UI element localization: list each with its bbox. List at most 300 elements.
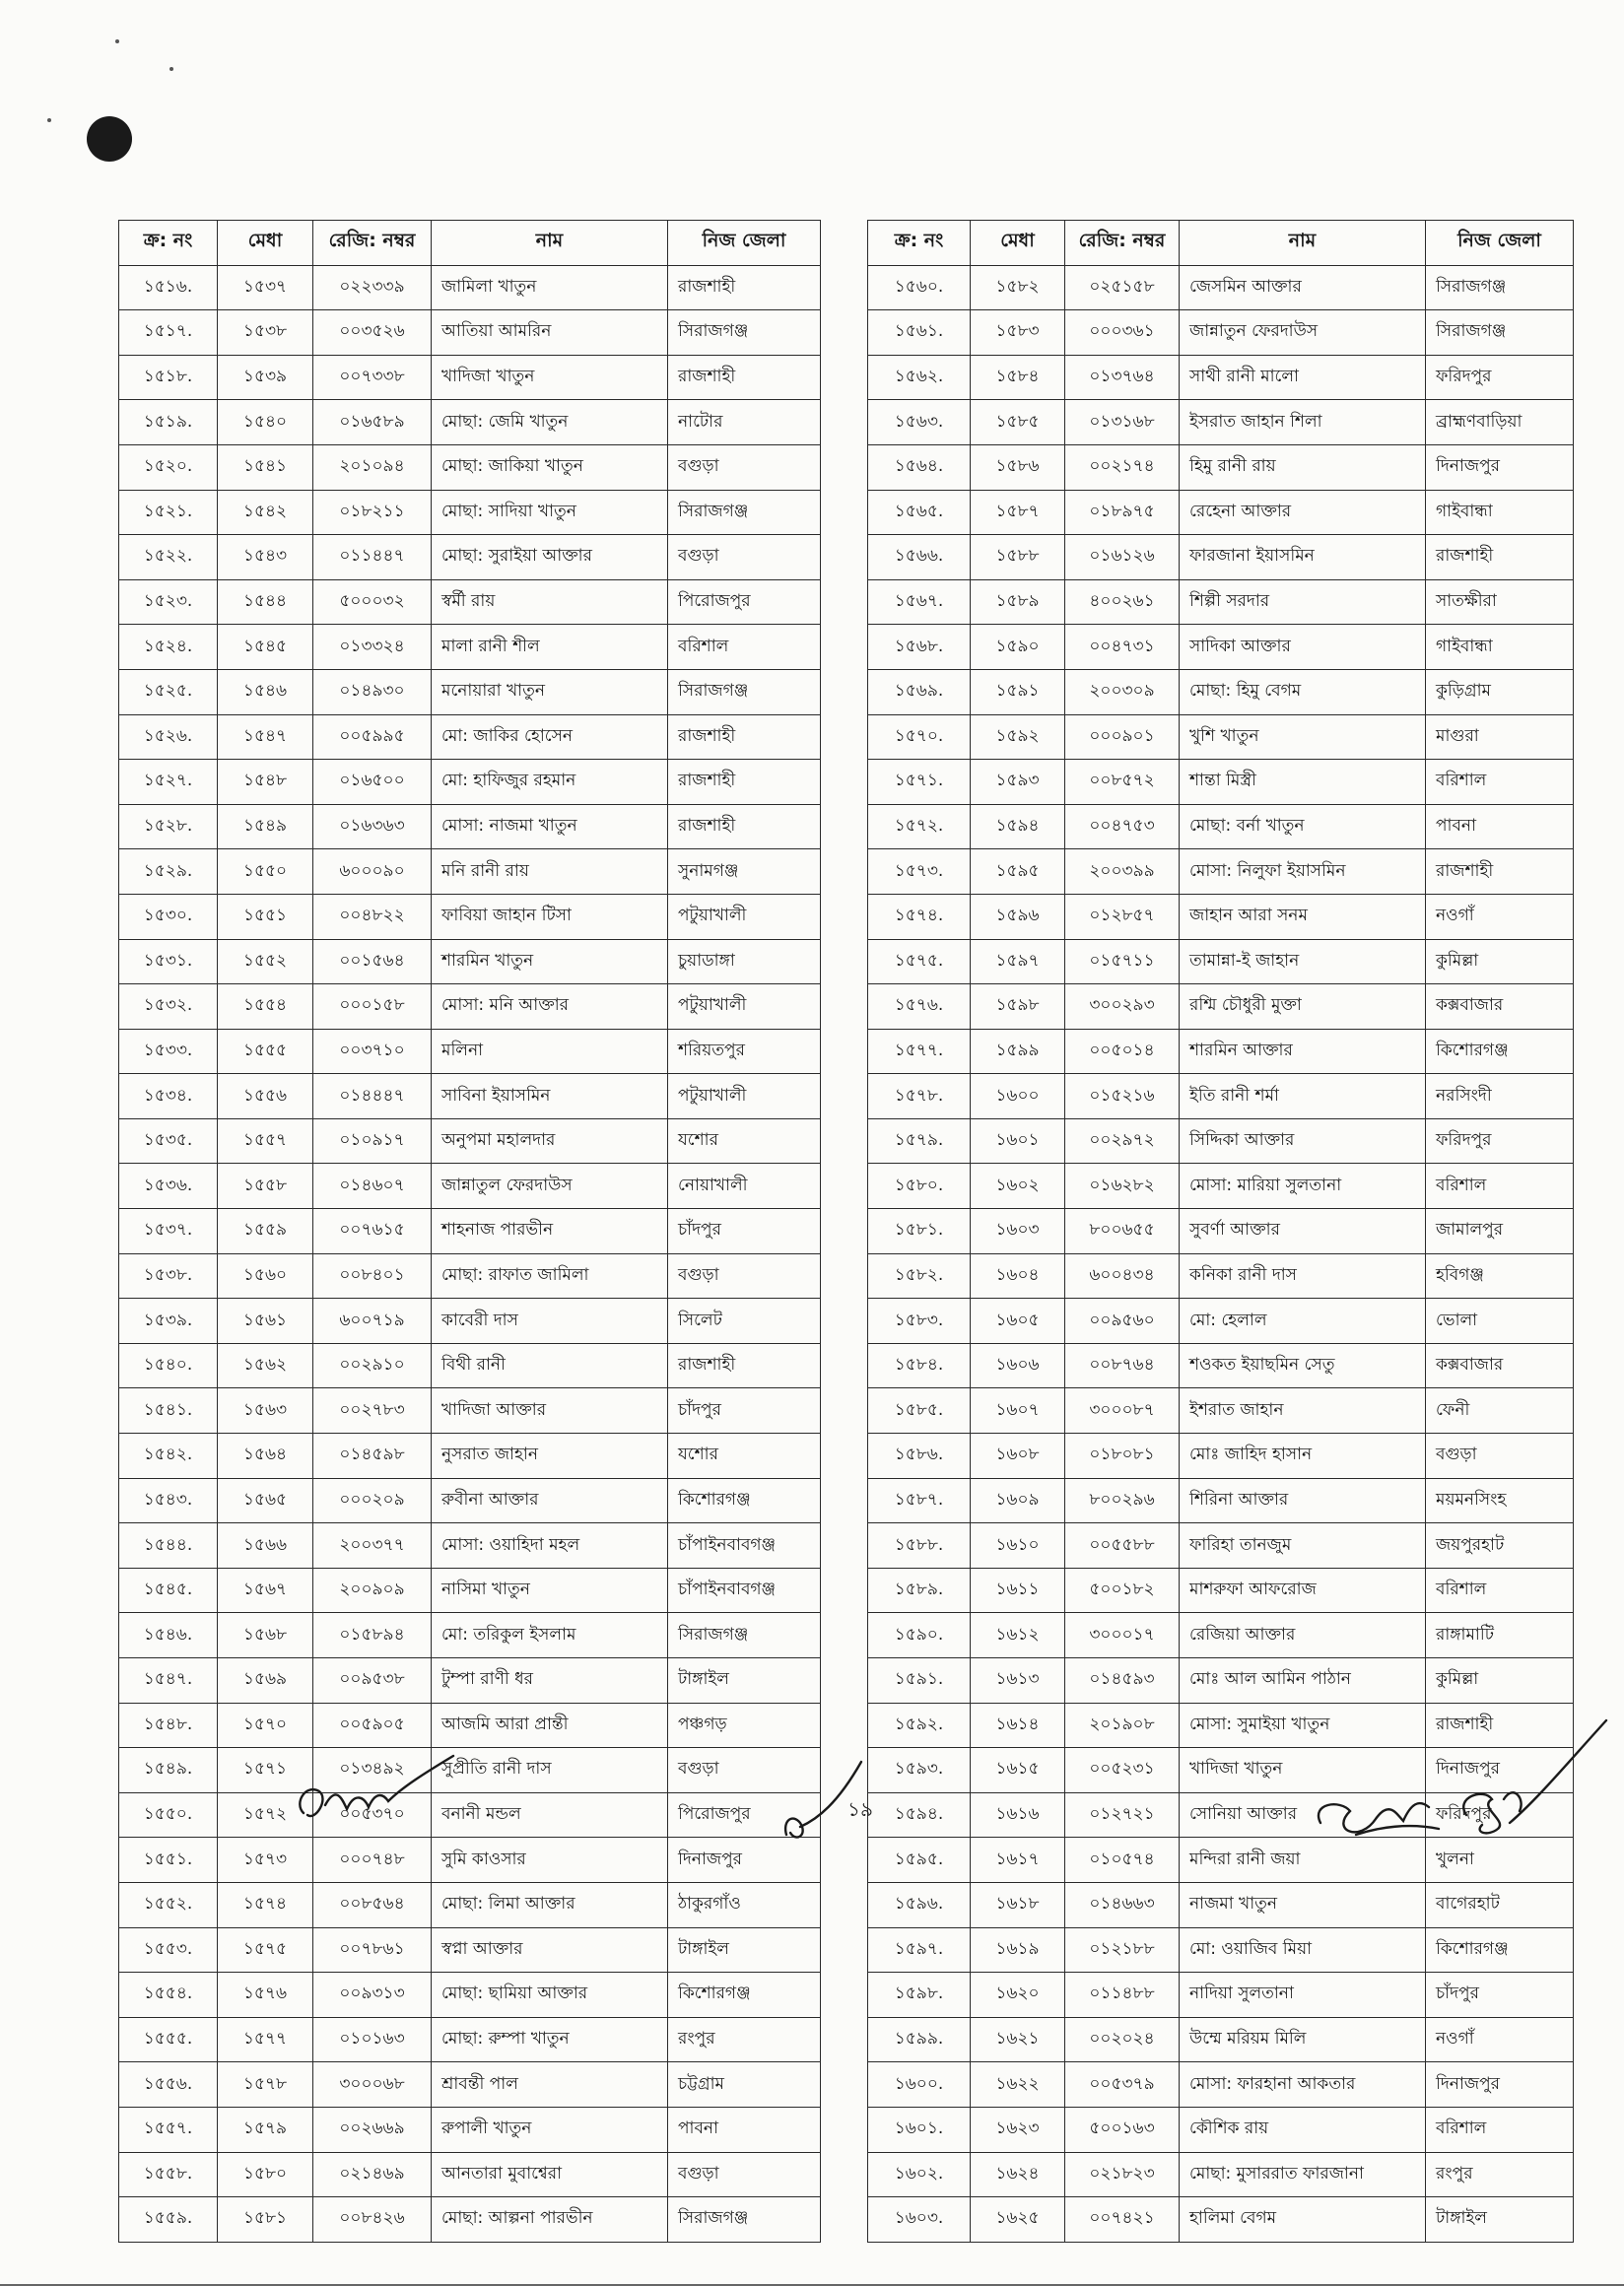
name-cell: মোছা: রাফাত জামিলা [432,1253,668,1299]
header-name: নাম [432,221,668,266]
name-cell: নুসরাত জাহান [432,1434,668,1479]
reg-number-cell: ০১০৯১৭ [313,1118,432,1164]
reg-number-cell: ০০৯৫৬০ [1065,1299,1180,1344]
reg-number-cell: ৩০০০৮৭ [1065,1388,1180,1434]
serial-cell: ১৬০৩. [868,2197,971,2243]
scan-speck [47,118,51,122]
table-row [868,894,1574,939]
table-row [119,1613,821,1658]
name-cell: মলিনা [432,1029,668,1074]
merit-cell: ১৫৪৮ [218,760,313,805]
reg-number-cell: ০১৫৮৯৪ [313,1613,432,1658]
name-cell: মোসা: সুমাইয়া খাতুন [1180,1703,1426,1748]
district-cell: পঞ্চগড় [668,1703,821,1748]
table-row [119,1927,821,1973]
name-cell: খুশি খাতুন [1180,714,1426,760]
reg-number-cell: ০২১৮২৩ [1065,2152,1180,2197]
name-cell: মোঃ আল আমিন পাঠান [1180,1658,1426,1704]
serial-cell: ১৫২৩. [119,579,218,625]
serial-cell: ১৫৮৪. [868,1343,971,1388]
serial-cell: ১৫৫৯. [119,2197,218,2243]
name-cell: মোছা: আল্পনা পারভীন [432,2197,668,2243]
serial-cell: ১৫২৭. [119,760,218,805]
name-cell: সাদিকা আক্তার [1180,625,1426,670]
district-cell: বরিশাল [1426,760,1574,805]
serial-cell: ১৫১৬. [119,265,218,310]
serial-cell: ১৫৩২. [119,984,218,1030]
name-cell: মো: হাফিজুর রহমান [432,760,668,805]
name-cell: রুপালী খাতুন [432,2107,668,2152]
serial-cell: ১৫৭১. [868,760,971,805]
name-cell: খাদিজা খাতুন [1180,1748,1426,1793]
district-cell: সিরাজগঞ্জ [1426,265,1574,310]
merit-cell: ১৫৭৪ [218,1882,313,1927]
table-row [119,579,821,625]
district-cell: বগুড়া [1426,1434,1574,1479]
district-cell: নাটোর [668,400,821,445]
serial-cell: ১৫৭৮. [868,1074,971,1119]
serial-cell: ১৫৭৯. [868,1118,971,1164]
district-cell: কুমিল্লা [1426,939,1574,984]
reg-number-cell: ৫০০১৮২ [1065,1568,1180,1613]
reg-number-cell: ০০৫৫৮৮ [1065,1523,1180,1569]
name-cell: ইশরাত জাহান [1180,1388,1426,1434]
reg-number-cell: ০১৮৯৭৫ [1065,490,1180,535]
reg-number-cell: ০০৪৮২২ [313,894,432,939]
district-cell: নরসিংদী [1426,1074,1574,1119]
table-row [119,2107,821,2152]
table-row [119,760,821,805]
merit-cell: ১৫৫৬ [218,1074,313,1119]
reg-number-cell: ০১৫৭১১ [1065,939,1180,984]
serial-cell: ১৫৮৮. [868,1523,971,1569]
reg-number-cell: ০০৫৩৭০ [313,1792,432,1838]
merit-cell: ১৬০৩ [971,1209,1065,1254]
district-cell: চট্টগ্রাম [668,2062,821,2108]
table-row [868,939,1574,984]
name-cell: শিল্পী সরদার [1180,579,1426,625]
name-cell: ফাবিয়া জাহান টিসা [432,894,668,939]
merit-cell: ১৬০৯ [971,1478,1065,1523]
reg-number-cell: ৮০০৬৫৫ [1065,1209,1180,1254]
merit-cell: ১৫৭০ [218,1703,313,1748]
name-cell: রুবীনা আক্তার [432,1478,668,1523]
name-cell: মোঃ জাহিদ হাসান [1180,1434,1426,1479]
serial-cell: ১৬০২. [868,2152,971,2197]
table-row [868,1658,1574,1704]
merit-cell: ১৫৭২ [218,1792,313,1838]
reg-number-cell: ২০০৯০৯ [313,1568,432,1613]
name-cell: স্বর্মী রায় [432,579,668,625]
reg-number-cell: ০১২৭২১ [1065,1792,1180,1838]
district-cell: ময়মনসিংহ [1426,1478,1574,1523]
district-cell: সুনামগঞ্জ [668,849,821,895]
table-row [868,1253,1574,1299]
table-row [119,1343,821,1388]
serial-cell: ১৫৬২. [868,355,971,400]
reg-number-cell: ৬০০৭১৯ [313,1299,432,1344]
table-row [119,2152,821,2197]
district-cell: পাবনা [1426,804,1574,849]
name-cell: শাহনাজ পারভীন [432,1209,668,1254]
serial-cell: ১৫৬৯. [868,669,971,714]
table-row [119,804,821,849]
table-row [868,1074,1574,1119]
scan-speck [115,39,119,43]
header-name: নাম [1180,221,1426,266]
district-cell: নোয়াখালী [668,1164,821,1209]
serial-cell: ১৫৮১. [868,1209,971,1254]
district-cell: যশোর [668,1118,821,1164]
table-row [119,669,821,714]
name-cell: ইসরাত জাহান শিলা [1180,400,1426,445]
table-row [868,1882,1574,1927]
reg-number-cell: ০০৪৭৩১ [1065,625,1180,670]
reg-number-cell: ০০৭৪২১ [1065,2197,1180,2243]
reg-number-cell: ০১৪৫৯৮ [313,1434,432,1479]
serial-cell: ১৫৩৮. [119,1253,218,1299]
district-cell: সিরাজগঞ্জ [668,2197,821,2243]
table-row [868,1343,1574,1388]
name-cell: টুম্পা রাণী ধর [432,1658,668,1704]
serial-cell: ১৫৯২. [868,1703,971,1748]
name-cell: সাবিনা ইয়াসমিন [432,1074,668,1119]
district-cell: ফরিদপুর [1426,355,1574,400]
table-row [119,1478,821,1523]
table-row [868,355,1574,400]
serial-cell: ১৫১৭. [119,310,218,356]
name-cell: সাথী রানী মালো [1180,355,1426,400]
name-cell: সোনিয়া আক্তার [1180,1792,1426,1838]
reg-number-cell: ০১৪৫৯৩ [1065,1658,1180,1704]
reg-number-cell: ০০৭৩৩৮ [313,355,432,400]
reg-number-cell: ০২১৪৬৯ [313,2152,432,2197]
reg-number-cell: ০০২০২৪ [1065,2017,1180,2062]
serial-cell: ১৫৭২. [868,804,971,849]
table-row [119,849,821,895]
table-row [119,2197,821,2243]
merit-list-table-left [118,220,821,2243]
merit-cell: ১৬০৮ [971,1434,1065,1479]
merit-cell: ১৫৫০ [218,849,313,895]
serial-cell: ১৫৬০. [868,265,971,310]
district-cell: রাজশাহী [1426,849,1574,895]
merit-cell: ১৫৮৯ [971,579,1065,625]
name-cell: তামান্না-ই জাহান [1180,939,1426,984]
district-cell: কিশোরগঞ্জ [668,1478,821,1523]
merit-cell: ১৫৫৮ [218,1164,313,1209]
serial-cell: ১৫১৮. [119,355,218,400]
district-cell: সিরাজগঞ্জ [668,669,821,714]
name-cell: মনি রানী রায় [432,849,668,895]
name-cell: জেসমিন আক্তার [1180,265,1426,310]
serial-cell: ১৫৩৭. [119,1209,218,1254]
merit-cell: ১৬০৬ [971,1343,1065,1388]
merit-cell: ১৫৯১ [971,669,1065,714]
merit-cell: ১৫৯৫ [971,849,1065,895]
merit-cell: ১৫৯৩ [971,760,1065,805]
district-cell: বগুড়া [668,535,821,580]
serial-cell: ১৫৬৪. [868,444,971,490]
merit-cell: ১৫৫৭ [218,1118,313,1164]
district-cell: সিলেট [668,1299,821,1344]
reg-number-cell: ০০৫৯৯৫ [313,714,432,760]
merit-cell: ১৫৫৫ [218,1029,313,1074]
table-row [868,265,1574,310]
serial-cell: ১৫৩৪. [119,1074,218,1119]
merit-cell: ১৫৪৪ [218,579,313,625]
merit-cell: ১৫৯৮ [971,984,1065,1030]
name-cell: শিরিনা আক্তার [1180,1478,1426,1523]
table-row [119,310,821,356]
serial-cell: ১৫৮২. [868,1253,971,1299]
merit-cell: ১৫৬৬ [218,1523,313,1569]
header-district: নিজ জেলা [1426,221,1574,266]
header-reg: রেজি: নম্বর [313,221,432,266]
serial-cell: ১৫৫৮. [119,2152,218,2197]
district-cell: পাবনা [668,2107,821,2152]
table-row [868,1973,1574,2018]
serial-cell: ১৫৭৬. [868,984,971,1030]
serial-cell: ১৫২৮. [119,804,218,849]
serial-cell: ১৫৬৩. [868,400,971,445]
reg-number-cell: ৩০০০১৭ [1065,1613,1180,1658]
district-cell: বরিশাল [1426,1568,1574,1613]
name-cell: মোছা: সাদিয়া খাতুন [432,490,668,535]
table-row [868,2062,1574,2108]
reg-number-cell: ০১৫২১৬ [1065,1074,1180,1119]
serial-cell: ১৫৭৩. [868,849,971,895]
reg-number-cell: ৫০০০৩২ [313,579,432,625]
serial-cell: ১৫২২. [119,535,218,580]
name-cell: মোসা: ফারহানা আকতার [1180,2062,1426,2108]
reg-number-cell: ০০০৭৪৮ [313,1838,432,1883]
merit-cell: ১৫৮৮ [971,535,1065,580]
reg-number-cell: ০১২১৮৮ [1065,1927,1180,1973]
name-cell: রশ্মি চৌধুরী মুক্তা [1180,984,1426,1030]
table-row [119,1253,821,1299]
punch-hole [87,116,132,162]
reg-number-cell: ০১৬২৮২ [1065,1164,1180,1209]
district-cell: পটুয়াখালী [668,894,821,939]
reg-number-cell: ০০২৭৮৩ [313,1388,432,1434]
name-cell: মোছা: জেমি খাতুন [432,400,668,445]
district-cell: চাঁদপুর [668,1388,821,1434]
table-row [868,1434,1574,1479]
district-cell: চুয়াডাঙ্গা [668,939,821,984]
serial-cell: ১৫৯৫. [868,1838,971,1883]
district-cell: নওগাঁ [1426,2017,1574,2062]
district-cell: চাঁপাইনবাবগঞ্জ [668,1523,821,1569]
merit-cell: ১৬০৪ [971,1253,1065,1299]
serial-cell: ১৫৯৮. [868,1973,971,2018]
merit-cell: ১৫৮২ [971,265,1065,310]
table-row [868,1029,1574,1074]
reg-number-cell: ০০৮৫৬৪ [313,1882,432,1927]
serial-cell: ১৫৯১. [868,1658,971,1704]
name-cell: ফারিহা তানজুম [1180,1523,1426,1569]
table-row [119,1658,821,1704]
name-cell: ইতি রানী শর্মা [1180,1074,1426,1119]
reg-number-cell: ০০৮৫৭২ [1065,760,1180,805]
reg-number-cell: ০০০৯০১ [1065,714,1180,760]
merit-cell: ১৫৭৫ [218,1927,313,1973]
serial-cell: ১৫৬৬. [868,535,971,580]
table-row [868,2197,1574,2243]
table-row [119,894,821,939]
serial-cell: ১৫৯৩. [868,1748,971,1793]
reg-number-cell: ০১৩৪৯২ [313,1748,432,1793]
district-cell: রাজশাহী [668,804,821,849]
header-district: নিজ জেলা [668,221,821,266]
merit-cell: ১৬২৫ [971,2197,1065,2243]
table-row [868,1164,1574,1209]
reg-number-cell: ০১৪৯৩০ [313,669,432,714]
district-cell: টাঙ্গাইল [668,1927,821,1973]
district-cell: ফেনী [1426,1388,1574,1434]
serial-cell: ১৫২১. [119,490,218,535]
district-cell: কক্সবাজার [1426,1343,1574,1388]
table-row [119,265,821,310]
name-cell: শ্রাবন্তী পাল [432,2062,668,2108]
reg-number-cell: ০০৮৪২৬ [313,2197,432,2243]
reg-number-cell: ০১৬৫০০ [313,760,432,805]
table-row [119,444,821,490]
serial-cell: ১৫২৪. [119,625,218,670]
reg-number-cell: ৬০০৪৩৪ [1065,1253,1180,1299]
table-row [119,490,821,535]
district-cell: রাজশাহী [668,760,821,805]
name-cell: মোছা: লিমা আক্তার [432,1882,668,1927]
reg-number-cell: ০০২১৭৪ [1065,444,1180,490]
serial-cell: ১৫৪৮. [119,1703,218,1748]
page-number: ১৯ [847,1797,873,1821]
serial-cell: ১৫৯০. [868,1613,971,1658]
name-cell: সুপ্রীতি রানী দাস [432,1748,668,1793]
merit-cell: ১৬১৭ [971,1838,1065,1883]
district-cell: রাজশাহী [668,714,821,760]
reg-number-cell: ০২৫১৫৮ [1065,265,1180,310]
district-cell: ভোলা [1426,1299,1574,1344]
merit-cell: ১৫৪২ [218,490,313,535]
name-cell: আনতারা মুবাশ্বেরা [432,2152,668,2197]
name-cell: রেজিয়া আক্তার [1180,1613,1426,1658]
district-cell: কিশোরগঞ্জ [668,1973,821,2018]
merit-cell: ১৫৬৭ [218,1568,313,1613]
table-row [868,1118,1574,1164]
table-row [868,1613,1574,1658]
district-cell: ফরিদপুর [1426,1792,1574,1838]
name-cell: জান্নাতুন ফেরদাউস [1180,310,1426,356]
merit-cell: ১৫৬১ [218,1299,313,1344]
reg-number-cell: ০১৬৩৬৩ [313,804,432,849]
district-cell: বরিশাল [1426,2107,1574,2152]
table-row [868,1388,1574,1434]
district-cell: দিনাজপুর [1426,2062,1574,2108]
district-cell: রাজশাহী [668,265,821,310]
district-cell: চাঁপাইনবাবগঞ্জ [668,1568,821,1613]
reg-number-cell: ০০৭৮৬১ [313,1927,432,1973]
name-cell: হিমু রানী রায় [1180,444,1426,490]
reg-number-cell: ০১২৮৫৭ [1065,894,1180,939]
signature-right [1281,1705,1616,1882]
merit-cell: ১৫৫৪ [218,984,313,1030]
merit-cell: ১৫৮১ [218,2197,313,2243]
merit-cell: ১৫৭৯ [218,2107,313,2152]
district-cell: জামালপুর [1426,1209,1574,1254]
serial-cell: ১৫৫৩. [119,1927,218,1973]
name-cell: শারমিন আক্তার [1180,1029,1426,1074]
district-cell: বরিশাল [1426,1164,1574,1209]
merit-cell: ১৫৬৩ [218,1388,313,1434]
table-row [868,804,1574,849]
district-cell: যশোর [668,1434,821,1479]
table-row [868,444,1574,490]
merit-cell: ১৬১৯ [971,1927,1065,1973]
table-row [868,849,1574,895]
table-row [868,400,1574,445]
name-cell: মোছা: রুম্পা খাতুন [432,2017,668,2062]
merit-cell: ১৫৯৯ [971,1029,1065,1074]
reg-number-cell: ০০০২০৯ [313,1478,432,1523]
merit-cell: ১৫৬৮ [218,1613,313,1658]
name-cell: মোসা: নিলুফা ইয়াসমিন [1180,849,1426,895]
table-row [868,1568,1574,1613]
serial-cell: ১৫৬১. [868,310,971,356]
serial-cell: ১৫৪৫. [119,1568,218,1613]
district-cell: কুড়িগ্রাম [1426,669,1574,714]
scan-speck [169,67,173,71]
merit-cell: ১৫৬৪ [218,1434,313,1479]
merit-cell: ১৬১৪ [971,1703,1065,1748]
header-serial: ক্র: নং [119,221,218,266]
reg-number-cell: ০০৫৩৭৯ [1065,2062,1180,2108]
table-row [868,535,1574,580]
name-cell: হালিমা বেগম [1180,2197,1426,2243]
header-merit: মেধা [218,221,313,266]
merit-cell: ১৬২৩ [971,2107,1065,2152]
reg-number-cell: ০০৫২৩১ [1065,1748,1180,1793]
reg-number-cell: ০০৪৭৫৩ [1065,804,1180,849]
serial-cell: ১৫৮৭. [868,1478,971,1523]
name-cell: রেহেনা আক্তার [1180,490,1426,535]
district-cell: বগুড়া [668,2152,821,2197]
district-cell: দিনাজপুর [668,1838,821,1883]
table-row [119,535,821,580]
district-cell: টাঙ্গাইল [1426,2197,1574,2243]
reg-number-cell: ০০২৯৭২ [1065,1118,1180,1164]
serial-cell: ১৫৪২. [119,1434,218,1479]
table-row [119,1164,821,1209]
merit-cell: ১৬২০ [971,1973,1065,2018]
merit-cell: ১৬১৬ [971,1792,1065,1838]
district-cell: পিরোজপুর [668,579,821,625]
merit-cell: ১৫৮৩ [971,310,1065,356]
merit-cell: ১৫৯২ [971,714,1065,760]
serial-cell: ১৫৬৮. [868,625,971,670]
merit-cell: ১৬০১ [971,1118,1065,1164]
name-cell: মোসা: মনি আক্তার [432,984,668,1030]
merit-cell: ১৫৬০ [218,1253,313,1299]
name-cell: অনুপমা মহালদার [432,1118,668,1164]
district-cell: দিনাজপুর [1426,1748,1574,1793]
table-row [868,579,1574,625]
merit-cell: ১৫৮৪ [971,355,1065,400]
table-row [119,1029,821,1074]
table-row [868,625,1574,670]
name-cell: মন্দিরা রানী জয়া [1180,1838,1426,1883]
table-row [119,2062,821,2108]
